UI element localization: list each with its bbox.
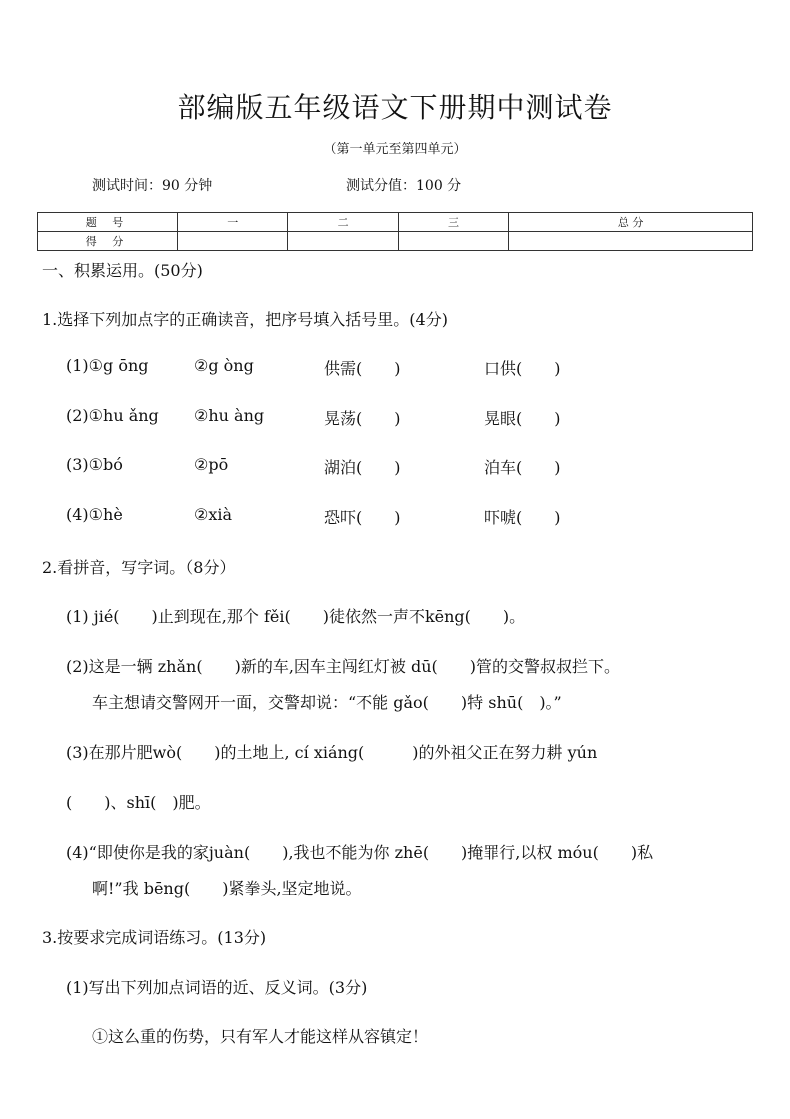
exam-time: 测试时间：90 分钟 (92, 178, 213, 194)
q1-row-word1: 湖泊( ) (324, 458, 401, 477)
q1-row-opt2: ②hu àng (194, 406, 265, 425)
q1-row-opt2: ②g òng (194, 356, 254, 375)
score-table-header: 总 分 (509, 213, 753, 232)
score-table-header: 一 (178, 213, 288, 232)
q3-sentence1: ①这么重的伤势，只有军人才能这样从容镇定！ (92, 1027, 429, 1046)
page-subtitle: （第一单元至第四单元） (323, 142, 467, 157)
q1-row-word2: 泊车( ) (484, 458, 561, 477)
exam-score: 测试分值：100 分 (346, 178, 462, 194)
score-table-header: 三 (398, 213, 508, 232)
q1-row-opt2: ②xià (194, 505, 233, 524)
q1-row-opt2: ②pō (194, 455, 229, 474)
score-cell[interactable] (398, 232, 508, 251)
q1-row-word2: 晃眼( ) (484, 409, 561, 428)
score-table-header: 题 号 (38, 213, 178, 232)
q2-line: (2)这是一辆 zhǎn( )新的车,因车主闯红灯被 dū( )管的交警叔叔拦下。 (66, 657, 621, 676)
q2-line: 啊!”我 bēng( )紧拳头,坚定地说。 (92, 879, 362, 898)
score-table-header-row (38, 213, 753, 232)
q2-line: (1) jié( )止到现在,那个 fěi( )徒依然一声不kēng( )。 (66, 607, 526, 626)
q1-row-word1: 恐吓( ) (324, 508, 401, 527)
q1-row-word1: 供需( ) (324, 359, 401, 378)
score-cell[interactable] (509, 232, 753, 251)
q1-row-word1: 晃荡( ) (324, 409, 401, 428)
q1-title: 1.选择下列加点字的正确读音，把序号填入括号里。(4分) (42, 310, 448, 329)
page-title: 部编版五年级语文下册期中测试卷 (177, 91, 613, 124)
section1-title: 一、积累运用。(50分) (42, 261, 203, 280)
score-table-row (38, 232, 753, 251)
score-table-row-label: 得 分 (38, 232, 178, 251)
q3-title: 3.按要求完成词语练习。(13分) (42, 928, 267, 947)
q2-title: 2.看拼音，写字词。（8分） (42, 558, 236, 577)
score-table (37, 212, 753, 251)
q1-row-word2: 口供( ) (484, 359, 561, 378)
score-cell[interactable] (178, 232, 288, 251)
q2-line: (4)“即使你是我的家juàn( ),我也不能为你 zhē( )掩罪行,以权 móu( )私 (66, 843, 654, 862)
q3-sub1: (1)写出下列加点词语的近、反义词。(3分) (66, 978, 368, 997)
score-cell[interactable] (288, 232, 398, 251)
q2-line: (3)在那片肥wò( )的土地上, cí xiáng( )的外祖父正在努力耕 yún (66, 743, 598, 762)
q1-row-num: (3)①bó (66, 455, 123, 474)
q1-row-num: (2)①hu ǎng (66, 406, 159, 425)
q1-row-word2: 吓唬( ) (484, 508, 561, 527)
score-table-header: 二 (288, 213, 398, 232)
q2-line: 车主想请交警网开一面，交警却说：“不能 gǎo( )特 shū( )。” (92, 693, 562, 712)
q1-row-num: (1)①g ōng (66, 356, 149, 375)
q2-line: ( )、shī( )肥。 (66, 793, 211, 812)
q1-row-num: (4)①hè (66, 505, 123, 524)
